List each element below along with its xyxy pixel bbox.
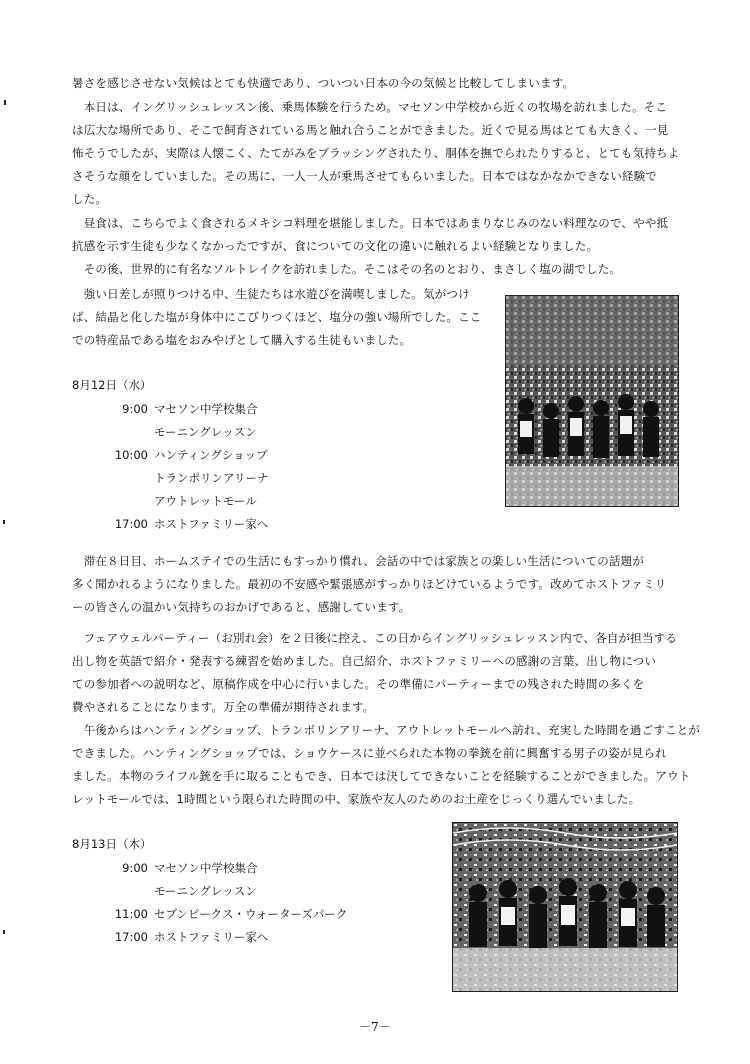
photo-image bbox=[506, 296, 678, 506]
scan-mark bbox=[4, 100, 6, 105]
schedule-date-2: 8月13日（木） bbox=[72, 837, 152, 851]
photo-water-park-group bbox=[452, 822, 678, 992]
schedule-item: 9:00 マセソン中学校集合 bbox=[122, 861, 258, 875]
schedule-item: 9:00 マセソン中学校集合 bbox=[122, 402, 258, 416]
schedule-item: 10:00 ハンティングショップ bbox=[114, 448, 268, 462]
paragraph-1: 暑さを感じさせない気候はとても快適であり、ついつい日本の今の気候と比較してしまいます。 bbox=[72, 76, 575, 90]
paragraph-2: 本日は、イングリッシュレッスン後、乗馬体験を行うため。マセソン中学校から近くの牧場を訪れました。そこ は広大な場所であり、そこで飼育されている馬と触れ合うことができました。近くで見る馬はとても大きく、一見 怖そうでしたが、実際は人懐こく、たてがみをブラッシングされたり、胴体を撫でられたりすると、とても気持ちよ さそうな顔をしていました。その馬に、一人一人が乗馬させてもらいました。日本ではなかなかできない経験で した。 bbox=[72, 100, 680, 206]
schedule-item: トランポリンアリーナ bbox=[154, 471, 269, 485]
photo-image bbox=[453, 823, 677, 991]
schedule-item: アウトレットモール bbox=[154, 494, 257, 508]
schedule-item: 11:00 セブンピークス・ウォーターズパーク bbox=[114, 907, 348, 921]
schedule-list-2 bbox=[100, 857, 347, 949]
page-number: －7－ bbox=[359, 1020, 391, 1034]
paragraph-7: フェアウェルパーティー（お別れ会）を２日後に控え、この日からイングリッシュレッスン内で、各自が担当する 出し物を英語で紹介・発表する練習を始めました。自己紹介、ホストファミリーへの感謝の言葉、出し物につい ての参加者への説明など、原稿作成を中心に行いました。その準備にパーティーまでの残された時間の多くを 費やされることになります。万全の準備が期待されます。 bbox=[72, 631, 678, 714]
photo-salt-lake-group bbox=[505, 295, 679, 507]
paragraph-8: 午後からはハンティングショップ、トランポリンアリーナ、アウトレットモールへ訪れ、充実した時間を過ごすことが できました。ハンティングショップでは、ショウケースに並べられた本物の拳銃を前に興奮する男子の姿が見られ ました。本物のライフル銃を手に取ることもでき、日本では決してできないことを経験することができました。アウト レットモールでは、1時間という限られた時間の中、家族や友人のためのお土産をじっくり選んでいました。 bbox=[72, 723, 701, 806]
paragraph-5: 強い日差しが照りつける中、生徒たちは水遊びを満喫しました。気がつけ ば、結晶と化した塩が身体中にこびりつくほど、塩分の強い場所でした。ここ での特産品である塩をおみやげとして購入する生徒もいました。 bbox=[72, 287, 482, 347]
schedule-list-1 bbox=[100, 398, 269, 536]
paragraph-3: 昼食は、こちらでよく食されるメキシコ料理を堪能しました。日本ではあまりなじみのない料理なので、やや抵 抗感を示す生徒も少なくなかったですが、食についての文化の違いに触れるよい経験となりました。 bbox=[72, 216, 669, 253]
schedule-item: モーニングレッスン bbox=[154, 884, 257, 898]
scan-mark bbox=[3, 930, 5, 934]
schedule-item: 17:00 ホストファミリー家へ bbox=[114, 517, 269, 531]
paragraph-6: 滞在８日目、ホームステイでの生活にもすっかり慣れ、会話の中では家族との楽しい生活についての話題が 多く聞かれるようになりました。最初の不安感や緊張感がすっかりほどけているようです。改めてホストファミリ ーの皆さんの温かい気持ちのおかげであると、感謝しています。 bbox=[72, 554, 667, 614]
paragraph-4: その後、世界的に有名なソルトレイクを訪れました。そこはその名のとおり、まさしく塩の湖でした。 bbox=[72, 262, 622, 276]
schedule-date-1: 8月12日（水） bbox=[72, 378, 152, 392]
scan-mark bbox=[3, 520, 5, 524]
schedule-item: 17:00 ホストファミリー家へ bbox=[114, 930, 269, 944]
schedule-item: モーニングレッスン bbox=[154, 425, 257, 439]
